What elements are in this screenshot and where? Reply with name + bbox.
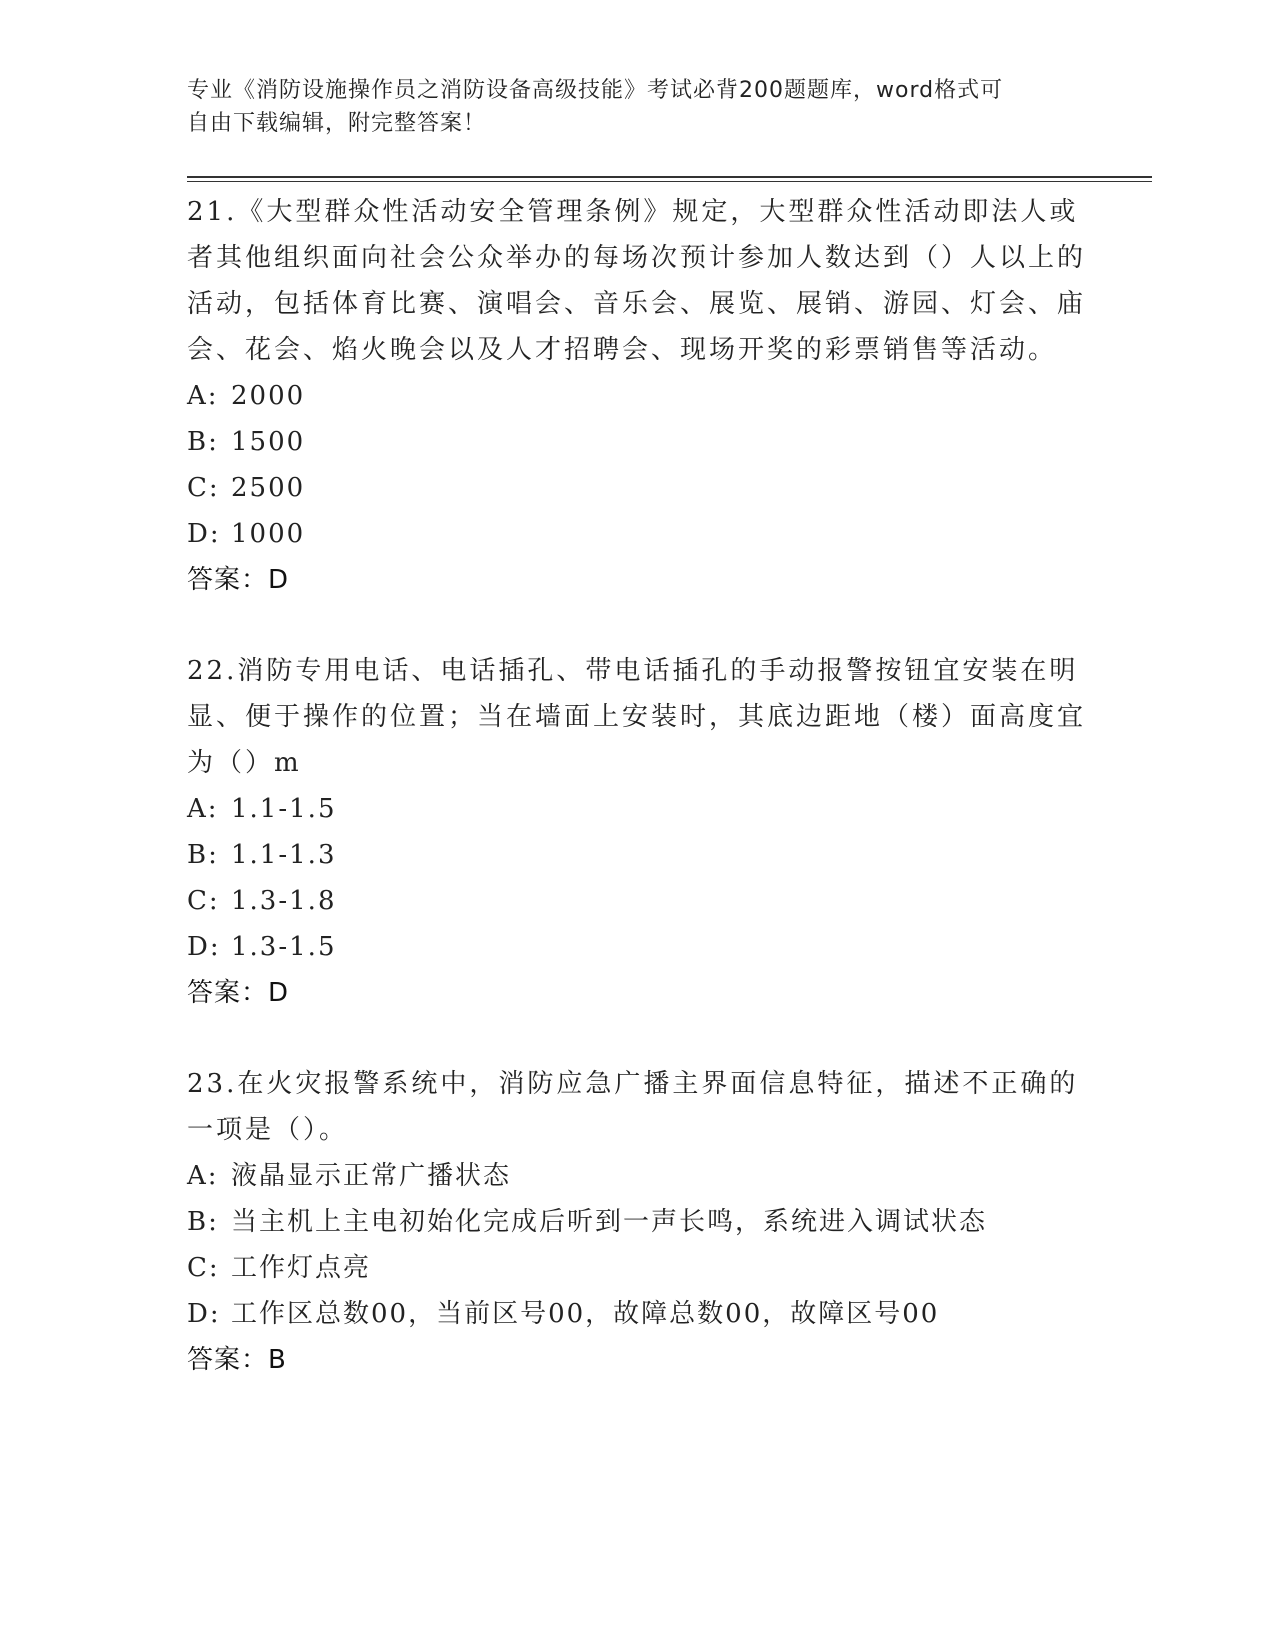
option-key: A: xyxy=(187,1161,219,1191)
option-value: 1000 xyxy=(231,519,306,549)
option-value: 1.1-1.3 xyxy=(231,840,337,870)
option-key: A: xyxy=(187,794,219,824)
option-key: C: xyxy=(187,886,220,916)
question-text: 21.《大型群众性活动安全管理条例》规定，大型群众性活动即法人或者其他组织面向社会公众举办的每场次预计参加人数达到（）人以上的活动，包括体育比赛、演唱会、音乐会、展览、展销、游园、灯会、庙会、花会、焰火晚会以及人才招聘会、现场开奖的彩票销售等活动。 xyxy=(187,197,1087,365)
question-22 xyxy=(187,648,1087,1016)
option-value: 工作区总数00，当前区号00，故障总数00，故障区号00 xyxy=(231,1299,940,1329)
option-a xyxy=(187,1153,1087,1199)
header-divider-thick xyxy=(187,176,1152,178)
option-key: B: xyxy=(187,840,219,870)
option-value: 工作灯点亮 xyxy=(231,1253,372,1283)
option-value: 液晶显示正常广播状态 xyxy=(231,1161,512,1191)
header-divider-thin xyxy=(187,181,1152,182)
question-21 xyxy=(187,189,1087,603)
question-text: 22.消防专用电话、电话插孔、带电话插孔的手动报警按钮宜安装在明显、便于操作的位置；当在墙面上安装时，其底边距地（楼）面高度宜为（）m xyxy=(187,656,1087,778)
option-value: 1.3-1.5 xyxy=(231,932,337,962)
question-23 xyxy=(187,1061,1087,1383)
option-a xyxy=(187,373,1087,419)
option-value: 1.1-1.5 xyxy=(231,794,337,824)
option-key: D: xyxy=(187,519,221,549)
option-value: 当主机上主电初始化完成后听到一声长鸣，系统进入调试状态 xyxy=(231,1207,988,1237)
header-line-1: 专业《消防设施操作员之消防设备高级技能》考试必背200题题库，word格式可 xyxy=(187,78,1004,103)
option-a xyxy=(187,786,1087,832)
option-c xyxy=(187,465,1087,511)
question-text: 23.在火灾报警系统中，消防应急广播主界面信息特征，描述不正确的一项是（）。 xyxy=(187,1069,1079,1145)
option-b xyxy=(187,419,1087,465)
option-value: 2500 xyxy=(231,473,306,503)
answer-text: 答案：B xyxy=(187,1345,287,1375)
option-value: 1.3-1.8 xyxy=(231,886,337,916)
option-value: 2000 xyxy=(231,381,306,411)
option-key: A: xyxy=(187,381,219,411)
header-line-2: 自由下载编辑，附完整答案！ xyxy=(187,111,487,136)
option-c xyxy=(187,1245,1087,1291)
option-c xyxy=(187,878,1087,924)
option-key: D: xyxy=(187,1299,221,1329)
option-b xyxy=(187,1199,1087,1245)
question-list xyxy=(187,189,1087,1428)
option-key: B: xyxy=(187,427,219,457)
document-header xyxy=(187,74,1087,140)
option-b xyxy=(187,832,1087,878)
option-key: D: xyxy=(187,932,221,962)
option-key: C: xyxy=(187,473,220,503)
option-d xyxy=(187,511,1087,557)
answer-text: 答案：D xyxy=(187,565,290,595)
option-key: B: xyxy=(187,1207,219,1237)
option-value: 1500 xyxy=(231,427,306,457)
option-key: C: xyxy=(187,1253,220,1283)
answer-text: 答案：D xyxy=(187,978,290,1008)
option-d xyxy=(187,924,1087,970)
option-d xyxy=(187,1291,1087,1337)
